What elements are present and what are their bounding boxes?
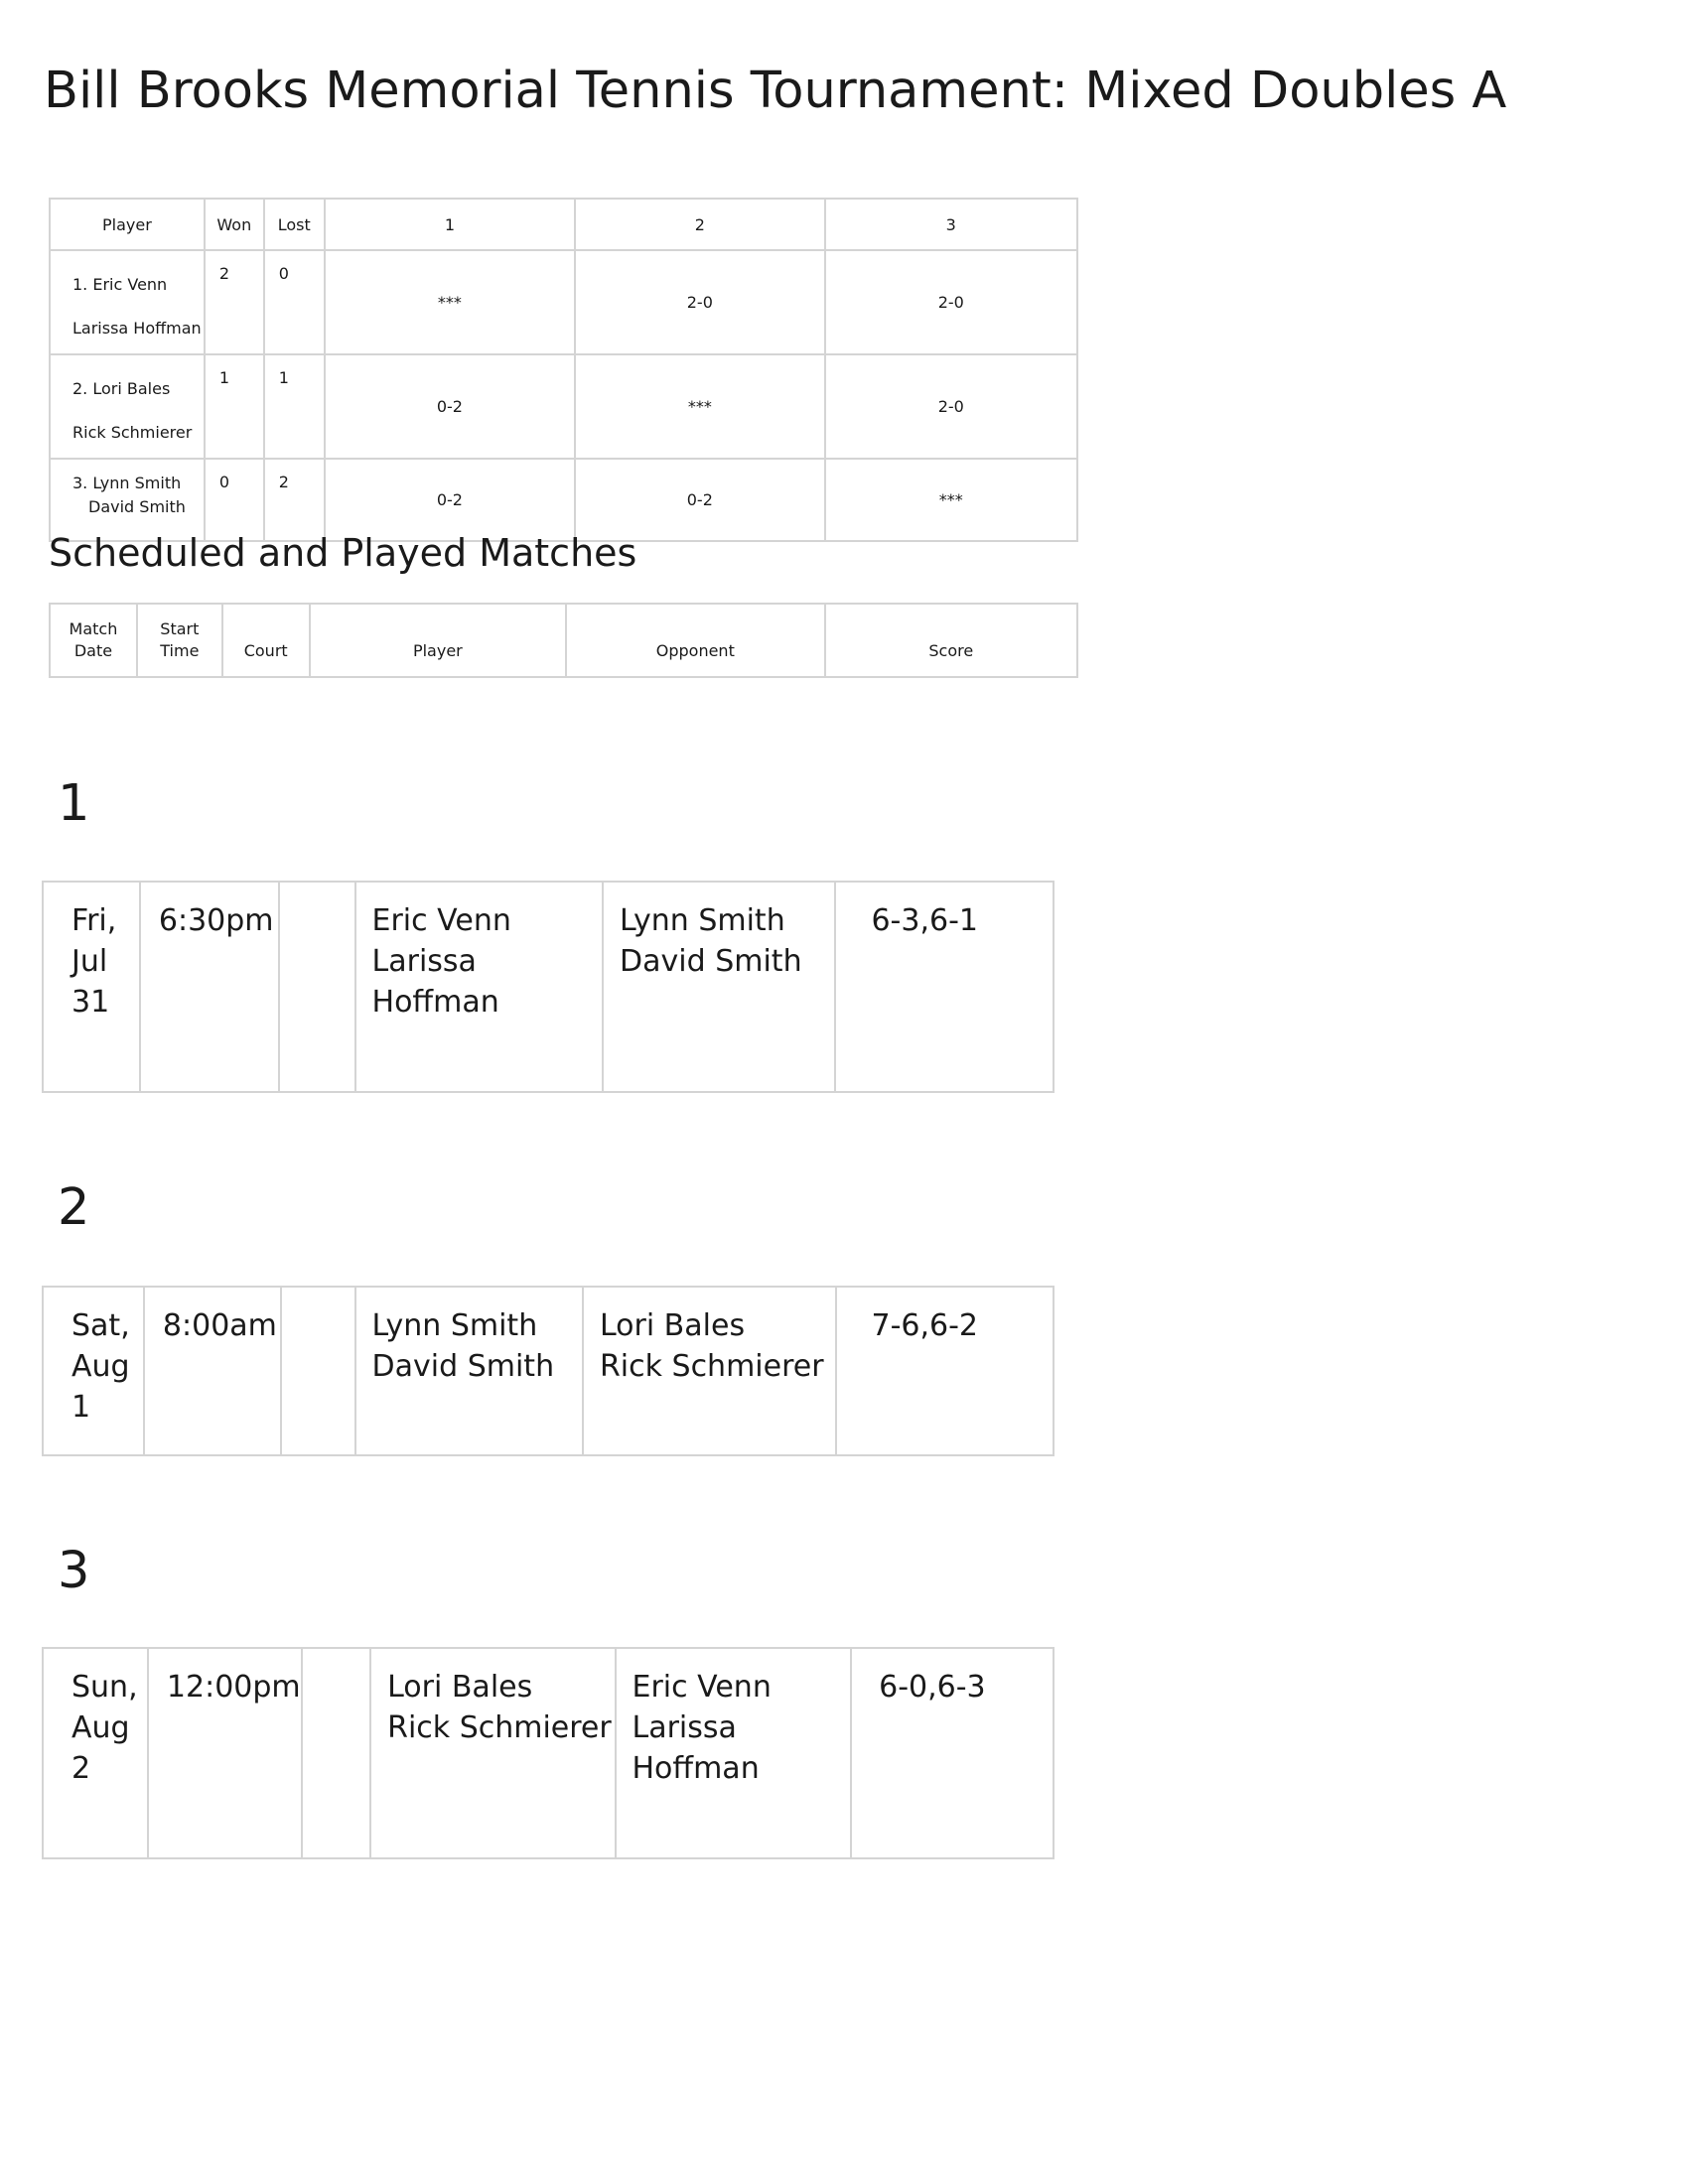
player-cell: Eric Venn Larissa Hoffman — [355, 882, 604, 1092]
court-header: Court — [222, 604, 310, 677]
partner-name: David Smith — [88, 497, 186, 516]
match-date-cell: Sat, Aug 1 — [43, 1287, 144, 1455]
match-row — [43, 1287, 1054, 1455]
player-cell — [50, 354, 205, 459]
partner-name: Rick Schmierer — [72, 423, 193, 442]
partner-name: Larissa Hoffman — [72, 319, 202, 338]
standings-row — [50, 250, 1077, 354]
match-date-cell: Sun, Aug 2 — [43, 1648, 148, 1858]
player-header: Player — [310, 604, 566, 677]
match-date-header: Match Date — [50, 604, 137, 677]
match-row — [43, 882, 1054, 1092]
opponent-cell: Eric Venn Larissa Hoffman — [616, 1648, 851, 1858]
result-cell: 2-0 — [575, 250, 824, 354]
match-row — [43, 1648, 1054, 1858]
standings-row — [50, 354, 1077, 459]
column-header: Player — [50, 199, 205, 250]
court-cell — [279, 882, 355, 1092]
player-name: 1. Eric Venn — [72, 275, 168, 294]
player-cell — [50, 459, 205, 541]
standings-table — [49, 198, 1078, 542]
result-cell: *** — [825, 459, 1077, 541]
result-cell: 2-0 — [825, 250, 1077, 354]
start-time-cell: 12:00pm — [148, 1648, 302, 1858]
player-cell: Lynn Smith David Smith — [355, 1287, 583, 1455]
page-title: Bill Brooks Memorial Tennis Tournament: Mixed Doubles A — [44, 62, 1507, 120]
match-row-table — [42, 1286, 1055, 1456]
lost-cell: 1 — [264, 354, 325, 459]
lost-cell: 2 — [264, 459, 325, 541]
result-cell: 2-0 — [825, 354, 1077, 459]
court-cell — [302, 1648, 370, 1858]
section-title: Scheduled and Played Matches — [49, 531, 637, 575]
score-cell: 6-0,6-3 — [851, 1648, 1054, 1858]
start-time-header: Start Time — [137, 604, 222, 677]
result-cell: 0-2 — [325, 459, 575, 541]
won-cell: 2 — [205, 250, 264, 354]
standings-header-row — [50, 199, 1077, 250]
match-row-table — [42, 881, 1055, 1093]
court-cell — [281, 1287, 355, 1455]
match-number: 2 — [58, 1178, 90, 1237]
opponent-cell: Lynn Smith David Smith — [603, 882, 835, 1092]
match-date-cell: Fri, Jul 31 — [43, 882, 140, 1092]
score-cell: 7-6,6-2 — [836, 1287, 1054, 1455]
schedule-header-table — [49, 603, 1078, 678]
result-cell: 0-2 — [325, 354, 575, 459]
result-cell: 0-2 — [575, 459, 824, 541]
result-cell: *** — [325, 250, 575, 354]
opponent-cell: Lori Bales Rick Schmierer — [583, 1287, 836, 1455]
won-cell: 1 — [205, 354, 264, 459]
standings-row — [50, 459, 1077, 541]
schedule-header-row — [50, 604, 1077, 677]
player-name: 2. Lori Bales — [72, 379, 171, 398]
column-header: 1 — [325, 199, 575, 250]
score-cell: 6-3,6-1 — [835, 882, 1054, 1092]
match-number: 3 — [58, 1542, 90, 1600]
column-header: Lost — [264, 199, 325, 250]
column-header: 2 — [575, 199, 824, 250]
score-header: Score — [825, 604, 1077, 677]
start-time-cell: 6:30pm — [140, 882, 279, 1092]
match-number: 1 — [58, 774, 90, 833]
player-cell: Lori Bales Rick Schmierer — [370, 1648, 615, 1858]
player-cell — [50, 250, 205, 354]
won-cell: 0 — [205, 459, 264, 541]
start-time-cell: 8:00am — [144, 1287, 281, 1455]
result-cell: *** — [575, 354, 824, 459]
column-header: 3 — [825, 199, 1077, 250]
match-row-table — [42, 1647, 1055, 1859]
column-header: Won — [205, 199, 264, 250]
opponent-header: Opponent — [566, 604, 824, 677]
player-name: 3. Lynn Smith — [72, 474, 182, 492]
lost-cell: 0 — [264, 250, 325, 354]
